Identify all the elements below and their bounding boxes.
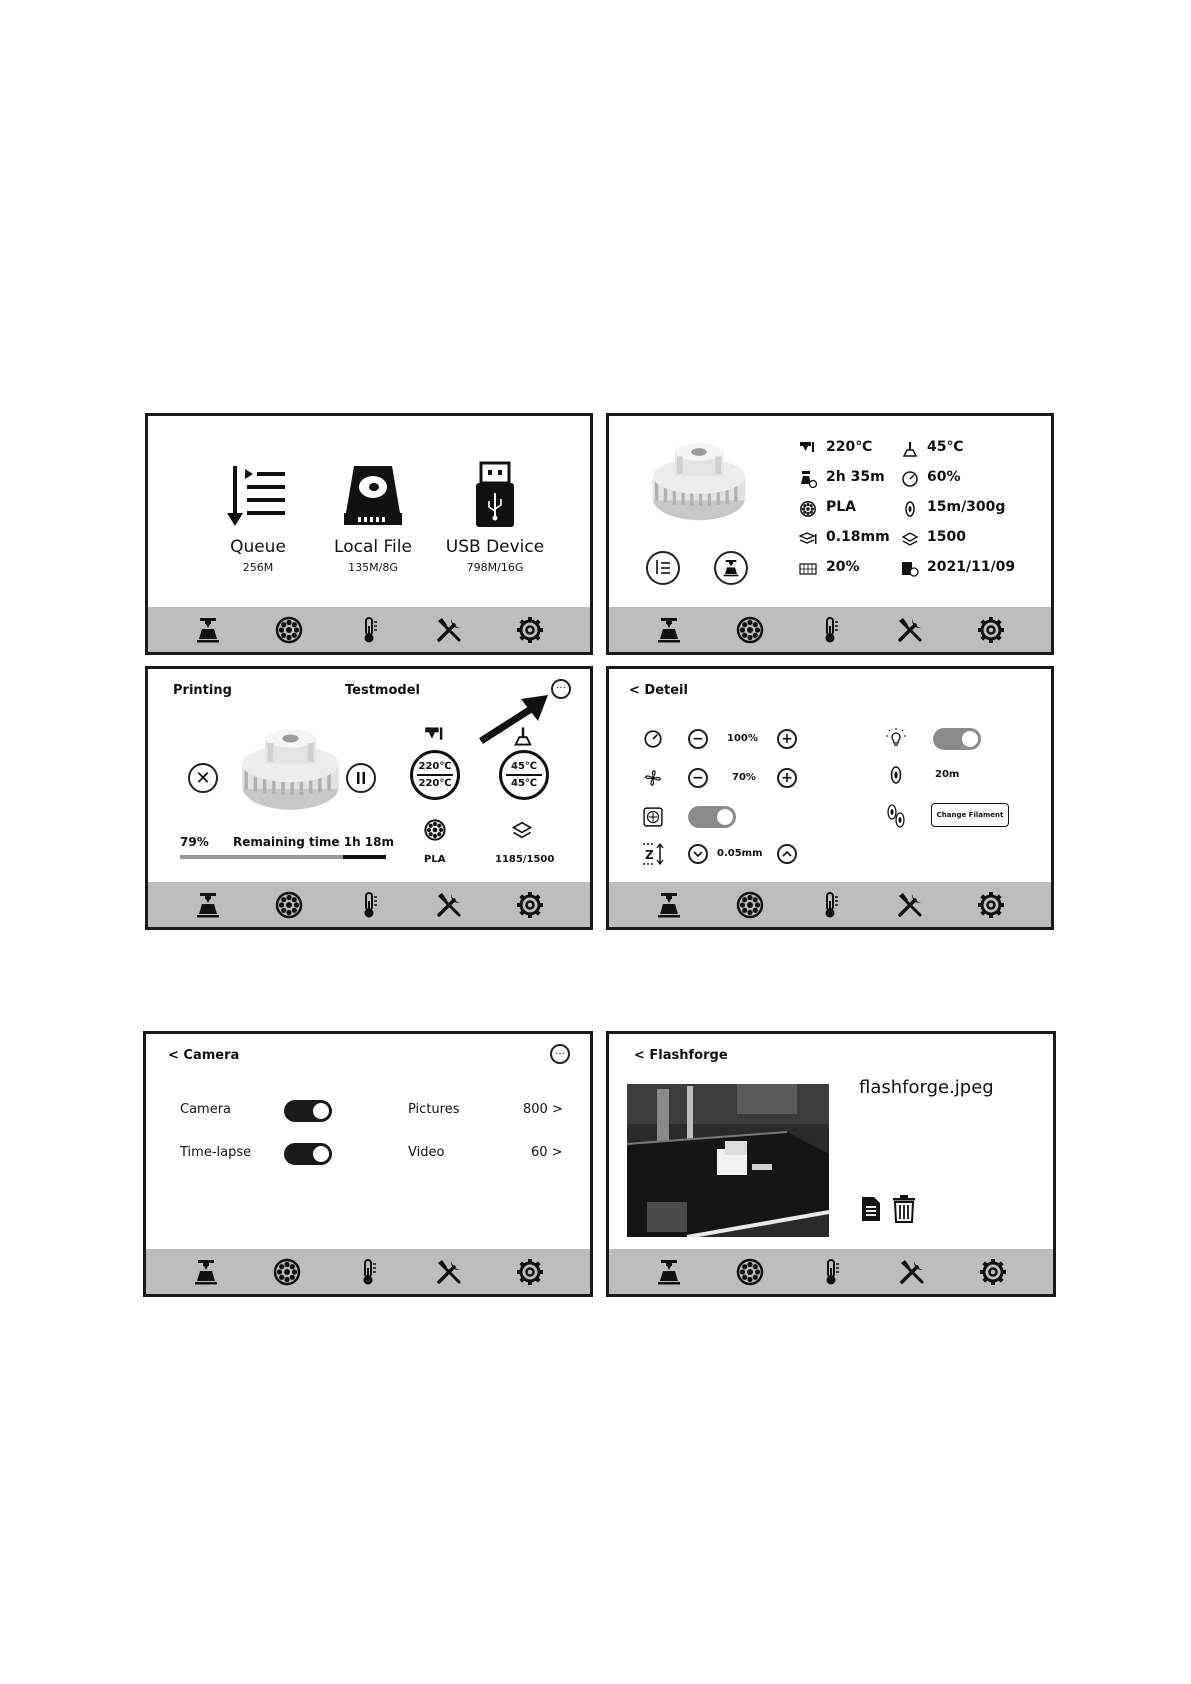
local-file-label: Local File <box>334 537 412 557</box>
nozzle-temp-gauge[interactable] <box>410 750 460 800</box>
more-dots-icon: ··· <box>556 683 566 694</box>
settings-gear-icon[interactable] <box>515 1257 545 1287</box>
thermometer-icon[interactable] <box>816 1257 846 1287</box>
back-button[interactable]: < Deteil <box>629 683 688 698</box>
timelapse-label: Time-lapse <box>180 1145 252 1160</box>
remaining-time: Remaining time 1h 18m <box>233 835 395 849</box>
bed-temp-icon <box>512 725 534 747</box>
back-button[interactable]: < Camera <box>168 1048 240 1063</box>
bottom-nav <box>148 882 590 927</box>
material-icon <box>799 500 817 518</box>
plus-icon: + <box>781 770 793 786</box>
settings-gear-icon[interactable] <box>976 890 1006 920</box>
date-icon <box>901 560 919 578</box>
usb-device-label: USB Device <box>445 537 545 557</box>
queue-icon <box>653 558 673 578</box>
local-file-size: 135M/8G <box>348 561 398 574</box>
photo-filename: flashforge.jpeg <box>859 1077 994 1098</box>
camera-photo-image <box>627 1084 829 1237</box>
model-name-label: Testmodel <box>345 683 420 698</box>
thermometer-icon[interactable] <box>815 890 845 920</box>
filament-spool-icon[interactable] <box>272 1257 302 1287</box>
pause-icon <box>354 771 368 785</box>
infill-icon <box>799 560 817 578</box>
screen-printing <box>145 666 593 930</box>
fan-value: 70% <box>732 772 756 783</box>
bed-temp-gauge[interactable] <box>499 750 549 800</box>
bed-target-temp: 45℃ <box>510 778 538 789</box>
light-bulb-icon <box>885 728 907 750</box>
filament-spool-icon[interactable] <box>735 615 765 645</box>
progress-bar-fill <box>343 855 386 859</box>
printer-icon[interactable] <box>193 615 223 645</box>
settings-gear-icon[interactable] <box>515 890 545 920</box>
layer-height-value: 0.18mm <box>826 529 890 545</box>
model-preview-image <box>233 727 348 819</box>
nozzle-current-temp: 220℃ <box>418 761 452 772</box>
speed-icon <box>643 729 663 749</box>
thermometer-icon[interactable] <box>353 1257 383 1287</box>
model-preview-image <box>644 441 754 529</box>
bottom-nav <box>148 607 590 652</box>
change-filament-label: Change Filament <box>936 811 1004 819</box>
screen-file-detail <box>606 413 1054 655</box>
fan-increase-button[interactable] <box>777 768 797 788</box>
filament-spool-icon[interactable] <box>735 890 765 920</box>
tools-icon[interactable] <box>897 1257 927 1287</box>
camera-toggle[interactable] <box>284 1100 332 1122</box>
layers-icon <box>511 819 533 841</box>
filament-usage-value: 15m/300g <box>927 499 1006 515</box>
printer-icon[interactable] <box>654 1257 684 1287</box>
bed-temp-icon <box>901 440 919 458</box>
bed-current-temp: 45℃ <box>510 761 538 772</box>
printer-icon[interactable] <box>191 1257 221 1287</box>
speed-icon <box>901 470 919 488</box>
progress-percent: 79% <box>180 835 209 849</box>
screen-camera <box>143 1031 593 1297</box>
pictures-link[interactable]: 800 > <box>523 1102 563 1117</box>
material-value: PLA <box>826 499 857 515</box>
queue-size: 256M <box>242 561 274 574</box>
bottom-nav <box>146 1249 590 1294</box>
gauge-divider <box>417 774 453 776</box>
nozzle-temp-value: 220℃ <box>826 439 873 455</box>
date-value: 2021/11/09 <box>927 559 1016 575</box>
filament-spool-icon[interactable] <box>274 615 304 645</box>
layer-progress-label: 1185/1500 <box>495 854 555 865</box>
change-filament-icon <box>883 802 909 830</box>
tools-icon[interactable] <box>434 890 464 920</box>
usb-icon <box>460 461 530 531</box>
screen-storage <box>145 413 593 655</box>
z-offset-icon <box>641 842 665 866</box>
usb-device-size: 798M/16G <box>466 561 524 574</box>
plus-icon: + <box>781 731 793 747</box>
tools-icon[interactable] <box>434 615 464 645</box>
fan-icon <box>643 768 663 788</box>
z-offset-up-button[interactable] <box>777 844 797 864</box>
queue-icon <box>223 461 293 531</box>
layers-icon <box>901 530 919 548</box>
hard-drive-icon <box>338 461 408 531</box>
filament-length-value: 20m <box>935 769 960 780</box>
change-filament-button[interactable] <box>931 803 1009 827</box>
z-offset-value: 0.05mm <box>717 848 763 859</box>
pause-print-button[interactable] <box>346 763 376 793</box>
print-status-label: Printing <box>173 683 232 698</box>
tools-icon[interactable] <box>895 615 925 645</box>
filament-spool-icon[interactable] <box>274 890 304 920</box>
filament-length-icon <box>888 765 904 785</box>
screen-flashforge-photo <box>606 1031 1056 1297</box>
close-icon: ✕ <box>195 767 211 789</box>
camera-label: Camera <box>180 1102 232 1117</box>
video-link[interactable]: 60 > <box>531 1145 563 1160</box>
material-icon <box>423 818 447 842</box>
nozzle-icon <box>799 440 817 458</box>
timelapse-toggle[interactable] <box>284 1143 332 1165</box>
video-label: Video <box>408 1145 445 1160</box>
cancel-print-button[interactable] <box>188 763 218 793</box>
settings-gear-icon[interactable] <box>515 615 545 645</box>
minus-icon: − <box>692 770 704 786</box>
queue-label: Queue <box>230 537 286 557</box>
more-dots-icon: ··· <box>555 1048 565 1060</box>
print-time-icon <box>799 470 817 488</box>
chevron-up-icon <box>782 849 792 859</box>
more-options-button[interactable] <box>550 1044 570 1064</box>
queue-button[interactable] <box>203 461 313 581</box>
file-details-icon[interactable] <box>860 1196 882 1222</box>
z-offset-down-button[interactable] <box>688 844 708 864</box>
start-print-button[interactable] <box>714 551 748 585</box>
filament-usage-icon <box>901 500 919 518</box>
speed-value: 100% <box>727 733 758 744</box>
minus-icon: − <box>692 731 704 747</box>
layer-height-icon <box>799 530 817 548</box>
light-toggle[interactable] <box>933 728 981 750</box>
settings-gear-icon[interactable] <box>976 615 1006 645</box>
svg-text:Z: Z <box>645 848 654 862</box>
print-queue-button[interactable] <box>646 551 680 585</box>
printer-icon[interactable] <box>654 890 684 920</box>
bottom-nav <box>609 607 1051 652</box>
chevron-down-icon <box>693 849 703 859</box>
speed-decrease-button[interactable] <box>688 729 708 749</box>
print-time-value: 2h 35m <box>826 469 885 485</box>
printer-icon[interactable] <box>654 615 684 645</box>
material-label: PLA <box>424 854 446 865</box>
trash-icon[interactable] <box>892 1195 916 1223</box>
progress-bar <box>180 855 386 859</box>
printer-icon[interactable] <box>193 890 223 920</box>
settings-gear-icon[interactable] <box>978 1257 1008 1287</box>
usb-device-button[interactable] <box>440 461 550 581</box>
aux-fan-toggle[interactable] <box>688 806 736 828</box>
bed-temp-value: 45℃ <box>927 439 964 455</box>
thermometer-icon[interactable] <box>354 890 384 920</box>
back-button[interactable]: < Flashforge <box>634 1048 728 1063</box>
bottom-nav <box>609 882 1051 927</box>
filament-spool-icon[interactable] <box>735 1257 765 1287</box>
infill-value: 20% <box>826 559 860 575</box>
tools-icon[interactable] <box>434 1257 464 1287</box>
bottom-nav <box>609 1249 1053 1294</box>
tools-icon[interactable] <box>895 890 925 920</box>
fan-decrease-button[interactable] <box>688 768 708 788</box>
speed-increase-button[interactable] <box>777 729 797 749</box>
thermometer-icon[interactable] <box>354 615 384 645</box>
aux-fan-icon <box>643 807 663 827</box>
thermometer-icon[interactable] <box>815 615 845 645</box>
pictures-label: Pictures <box>408 1102 460 1117</box>
nozzle-target-temp: 220℃ <box>418 778 452 789</box>
speed-value: 60% <box>927 469 961 485</box>
local-file-button[interactable] <box>318 461 428 581</box>
gauge-divider <box>506 774 542 776</box>
nozzle-icon <box>424 725 446 747</box>
layers-value: 1500 <box>927 529 966 545</box>
printer-icon <box>721 558 741 578</box>
screen-detail <box>606 666 1054 930</box>
